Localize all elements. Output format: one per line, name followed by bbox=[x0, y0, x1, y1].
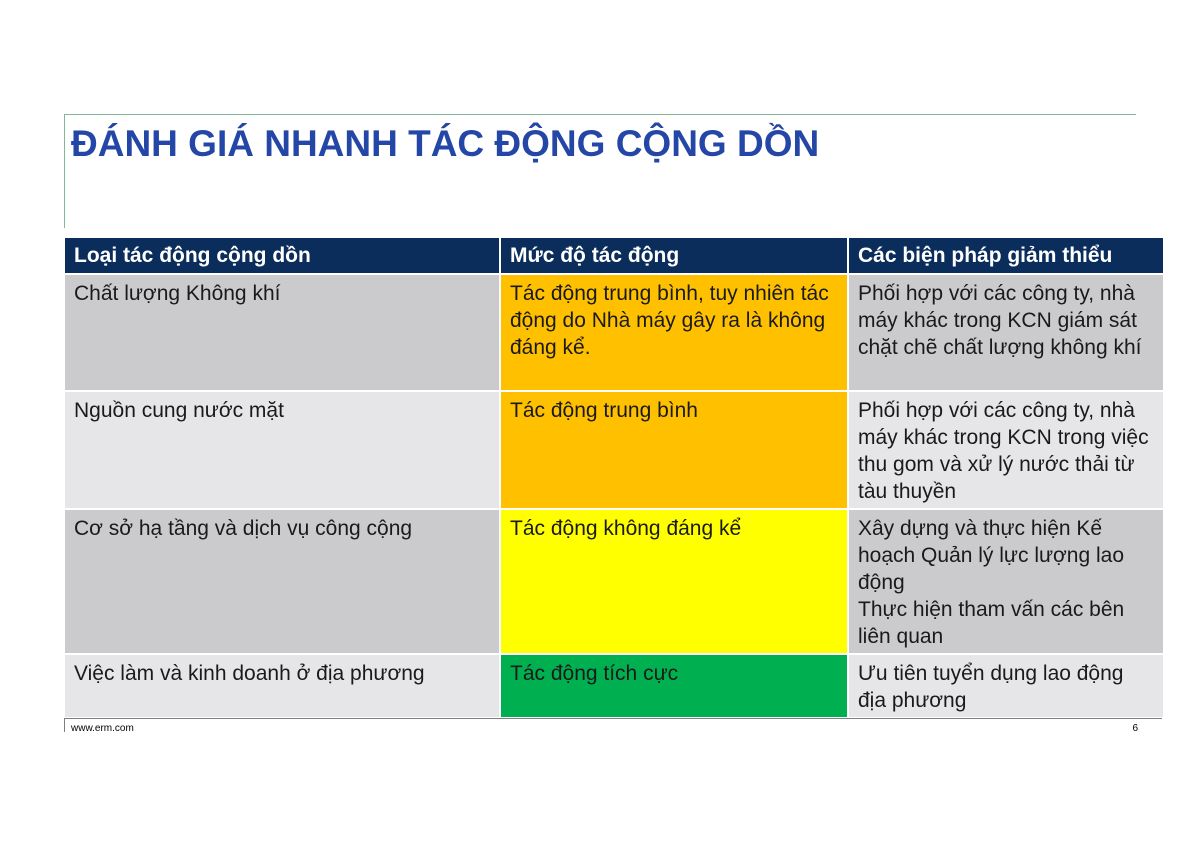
header-impact-type: Loại tác động cộng dồn bbox=[65, 238, 499, 273]
footer-left-rule bbox=[64, 718, 65, 732]
impact-level-cell: Tác động trung bình, tuy nhiên tác động do Nhà máy gây ra là không đáng kể. bbox=[501, 275, 847, 390]
impact-level-cell: Tác động trung bình bbox=[501, 392, 847, 508]
mitigation-cell: Ưu tiên tuyển dụng lao động địa phương bbox=[849, 655, 1163, 717]
impact-type-cell: Chất lượng Không khí bbox=[65, 275, 499, 390]
footer-url: www.erm.com bbox=[71, 723, 134, 734]
impact-type-cell: Nguồn cung nước mặt bbox=[65, 392, 499, 508]
impact-level-cell: Tác động không đáng kể bbox=[501, 510, 847, 653]
cumulative-impact-table bbox=[63, 236, 1165, 719]
table-row bbox=[65, 510, 1163, 653]
slide-title: ĐÁNH GIÁ NHANH TÁC ĐỘNG CỘNG DỒN bbox=[71, 123, 820, 164]
table-row bbox=[65, 275, 1163, 390]
title-left-rule bbox=[64, 114, 65, 228]
mitigation-cell: Phối hợp với các công ty, nhà máy khác trong KCN giám sát chặt chẽ chất lượng không khí bbox=[849, 275, 1163, 390]
mitigation-cell: Phối hợp với các công ty, nhà máy khác trong KCN trong việc thu gom và xử lý nước thải từ tàu thuyền bbox=[849, 392, 1163, 508]
table-row bbox=[65, 392, 1163, 508]
impact-type-cell: Cơ sở hạ tầng và dịch vụ công cộng bbox=[65, 510, 499, 653]
mitigation-cell: Xây dựng và thực hiện Kế hoạch Quản lý lực lượng lao động Thực hiện tham vấn các bên liên quan bbox=[849, 510, 1163, 653]
header-mitigation: Các biện pháp giảm thiểu bbox=[849, 238, 1163, 273]
footer-rule bbox=[64, 718, 1162, 719]
impact-type-cell: Việc làm và kinh doanh ở địa phương bbox=[65, 655, 499, 717]
table-row bbox=[65, 655, 1163, 717]
header-impact-level: Mức độ tác động bbox=[501, 238, 847, 273]
title-top-rule bbox=[64, 114, 1136, 115]
page-number: 6 bbox=[1132, 723, 1138, 734]
impact-level-cell: Tác động tích cực bbox=[501, 655, 847, 717]
table-header-row bbox=[65, 238, 1163, 273]
